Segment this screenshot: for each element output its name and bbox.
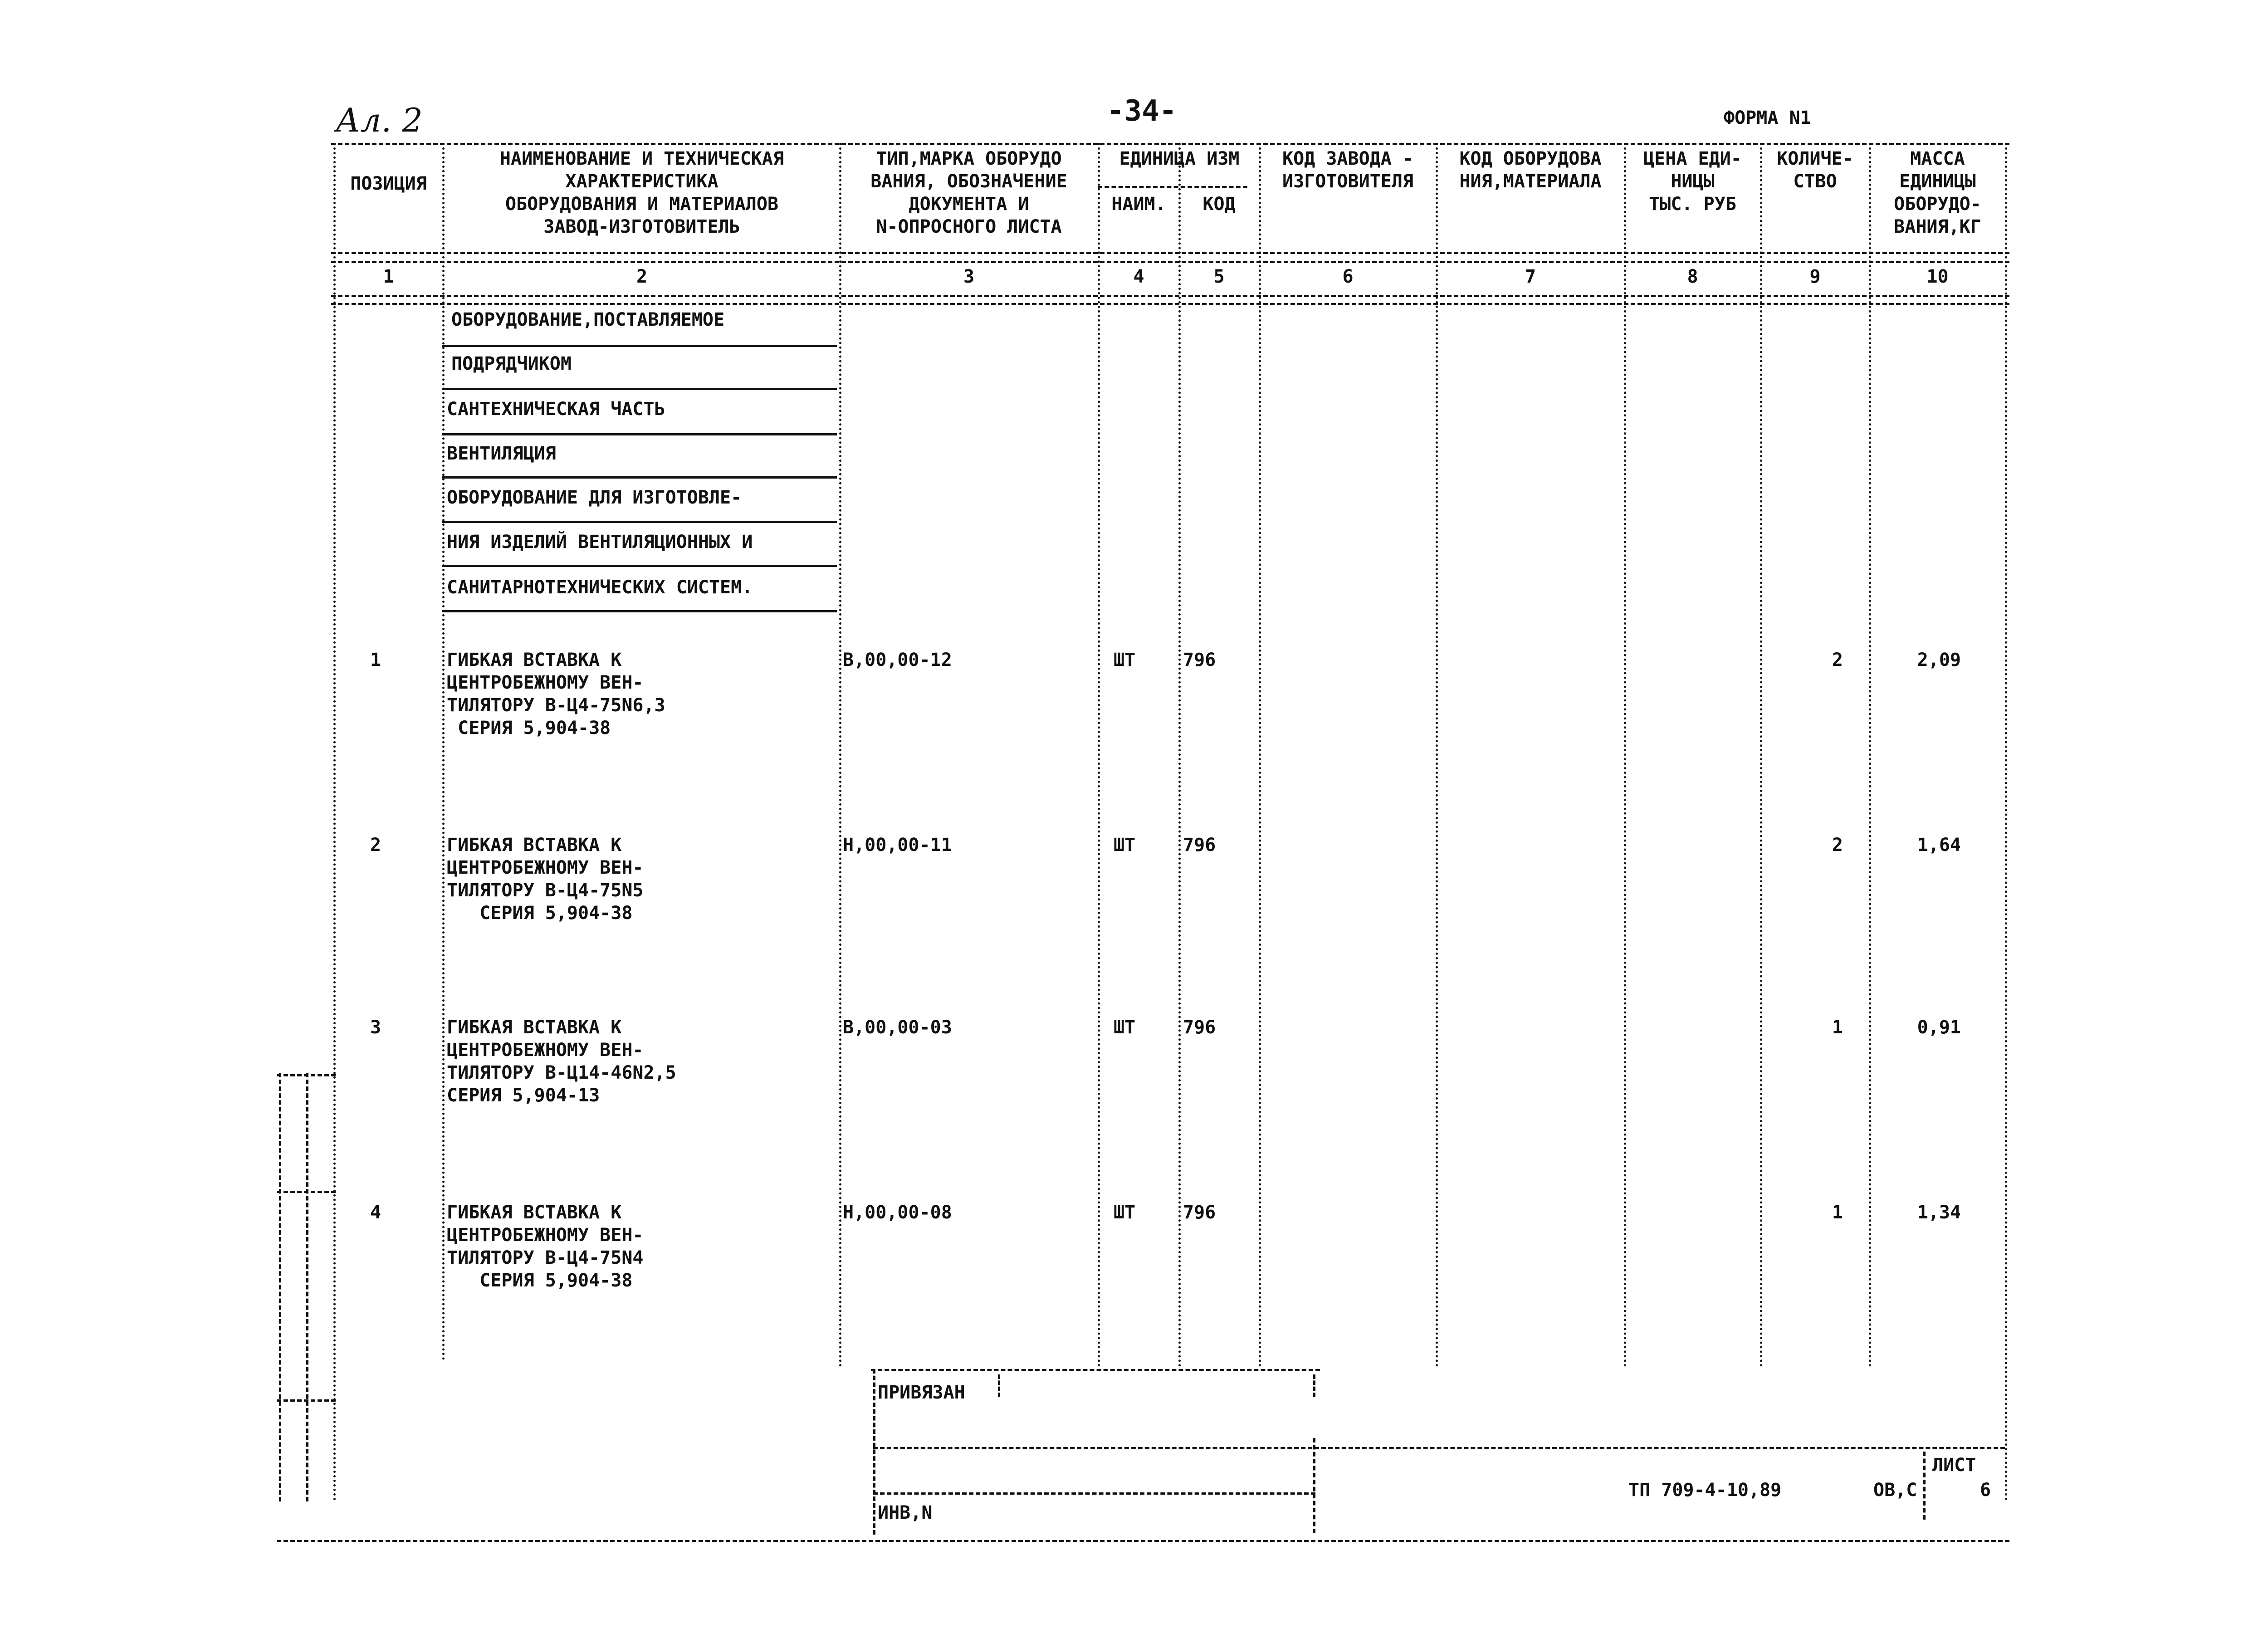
header-mass xyxy=(1870,147,2005,238)
doc-suffix: ОВ,С xyxy=(1873,1480,1917,1501)
col-border xyxy=(2005,143,2007,1501)
row-name xyxy=(447,834,643,924)
row-unit: ШТ xyxy=(1114,1017,1136,1038)
section-underline xyxy=(442,433,837,435)
header-line: ЕДИНИЦЫ xyxy=(1899,171,1976,192)
col-border xyxy=(1098,143,1100,1368)
row-mass: 1,64 xyxy=(1917,835,1961,856)
header-line: НИЯ,МАТЕРИАЛА xyxy=(1459,171,1602,192)
col-border xyxy=(1436,143,1438,1368)
section-heading: ПОДРЯДЧИКОМ xyxy=(451,353,572,374)
header-line: ТИП,МАРКА ОБОРУДО xyxy=(876,148,1062,169)
name-line: ТИЛЯТОРУ В-Ц14-46N2,5 xyxy=(447,1062,676,1083)
row-type: Н,00,00-11 xyxy=(843,835,952,856)
column-number: 9 xyxy=(1809,266,1821,287)
header-position: ПОЗИЦИЯ xyxy=(350,173,427,194)
name-line: ГИБКАЯ ВСТАВКА К xyxy=(447,835,622,856)
rule-unit-split xyxy=(1098,186,1247,188)
header-line: КОД ЗАВОДА - xyxy=(1282,148,1413,169)
form-label: ФОРМА N1 xyxy=(1724,108,1811,128)
name-line: СЕРИЯ 5,904-38 xyxy=(447,903,633,924)
header-unit-group: ЕДИНИЦА ИЗМ xyxy=(1119,148,1240,169)
column-number: 8 xyxy=(1687,266,1698,287)
section-underline xyxy=(442,476,837,479)
section-heading: ВЕНТИЛЯЦИЯ xyxy=(447,443,556,464)
rule-top xyxy=(331,143,2009,145)
row-unit: ШТ xyxy=(1114,1202,1136,1223)
row-name xyxy=(447,649,665,739)
row-quantity: 1 xyxy=(1832,1017,1843,1038)
row-type: В,00,00-03 xyxy=(843,1017,952,1038)
name-line: ТИЛЯТОРУ В-Ц4-75N4 xyxy=(447,1247,644,1268)
row-code: 796 xyxy=(1183,1202,1216,1223)
header-line: ЗАВОД-ИЗГОТОВИТЕЛЬ xyxy=(543,216,740,237)
column-number: 3 xyxy=(963,266,975,287)
row-code: 796 xyxy=(1183,1017,1216,1038)
row-name xyxy=(447,1201,643,1292)
row-position: 3 xyxy=(370,1017,381,1038)
col-border xyxy=(1178,143,1181,1368)
name-line: ЦЕНТРОБЕЖНОМУ ВЕН- xyxy=(447,857,644,878)
row-quantity: 2 xyxy=(1832,650,1843,670)
linked-label: ПРИВЯЗАН xyxy=(878,1382,965,1403)
column-number: 5 xyxy=(1213,266,1225,287)
section-heading: ОБОРУДОВАНИЕ,ПОСТАВЛЯЕМОЕ xyxy=(451,309,725,330)
rule-colnum-top xyxy=(331,261,2009,263)
header-line: НИЦЫ xyxy=(1671,171,1715,192)
header-line: МАССА xyxy=(1910,148,1965,169)
rule-header-bottom xyxy=(331,252,2009,254)
name-line: ГИБКАЯ ВСТАВКА К xyxy=(447,1202,622,1223)
margin-stamp-line xyxy=(306,1073,308,1501)
name-line: ЦЕНТРОБЕЖНОМУ ВЕН- xyxy=(447,1225,644,1246)
section-underline xyxy=(442,388,837,390)
section-heading: САНТЕХНИЧЕСКАЯ ЧАСТЬ xyxy=(447,399,665,420)
header-line: ОБОРУДОВАНИЯ И МАТЕРИАЛОВ xyxy=(505,194,779,215)
col-border xyxy=(442,143,445,1361)
col-border xyxy=(1624,143,1626,1368)
section-heading: НИЯ ИЗДЕЛИЙ ВЕНТИЛЯЦИОННЫХ И xyxy=(447,532,753,553)
header-line: N-ОПРОСНОГО ЛИСТА xyxy=(876,216,1062,237)
header-price xyxy=(1625,147,1760,215)
section-underline xyxy=(442,521,837,523)
col-border xyxy=(1760,143,1762,1368)
name-line: ЦЕНТРОБЕЖНОМУ ВЕН- xyxy=(447,1040,644,1061)
row-name xyxy=(447,1016,676,1107)
margin-stamp-line xyxy=(279,1073,281,1501)
row-code: 796 xyxy=(1183,650,1216,670)
row-unit: ШТ xyxy=(1114,835,1136,856)
section-heading: САНИТАРНОТЕХНИЧЕСКИХ СИСТЕМ. xyxy=(447,577,753,598)
stamp-divider xyxy=(1313,1374,1315,1397)
header-line: ДОКУМЕНТА И xyxy=(909,194,1029,215)
rule-body-top xyxy=(331,303,2009,305)
section-heading: ОБОРУДОВАНИЕ ДЛЯ ИЗГОТОВЛЕ- xyxy=(447,487,742,508)
rule-colnum-bottom xyxy=(331,295,2009,297)
rule-page-bottom xyxy=(277,1540,2009,1542)
section-underline xyxy=(442,565,837,567)
header-line: КОЛИЧЕ- xyxy=(1777,148,1853,169)
col-border xyxy=(839,143,841,1368)
header-equipment-code xyxy=(1437,147,1624,193)
row-code: 796 xyxy=(1183,835,1216,856)
stamp-divider xyxy=(1313,1438,1315,1533)
row-quantity: 1 xyxy=(1832,1202,1843,1223)
header-line: НАИМЕНОВАНИЕ И ТЕХНИЧЕСКАЯ xyxy=(499,148,784,169)
name-line: ГИБКАЯ ВСТАВКА К xyxy=(447,650,622,670)
header-line: КОД ОБОРУДОВА xyxy=(1459,148,1602,169)
section-underline xyxy=(442,345,837,347)
column-number: 6 xyxy=(1342,266,1354,287)
column-number: 4 xyxy=(1133,266,1144,287)
name-line: ТИЛЯТОРУ В-Ц4-75N5 xyxy=(447,880,644,901)
header-unit-code: КОД xyxy=(1202,194,1236,215)
row-position: 2 xyxy=(370,835,381,856)
name-line: ТИЛЯТОРУ В-Ц4-75N6,3 xyxy=(447,695,665,716)
stamp-rule xyxy=(873,1447,2005,1449)
stamp-divider xyxy=(873,1369,875,1535)
row-mass: 1,34 xyxy=(1917,1202,1961,1223)
header-line: ВАНИЯ, ОБОЗНАЧЕНИЕ xyxy=(870,171,1067,192)
name-line: ГИБКАЯ ВСТАВКА К xyxy=(447,1017,622,1038)
row-position: 4 xyxy=(370,1202,381,1223)
margin-stamp-rule xyxy=(277,1191,336,1193)
header-line: ИЗГОТОВИТЕЛЯ xyxy=(1282,171,1413,192)
stamp-rule xyxy=(873,1492,1315,1495)
sheet-label: ЛИСТ xyxy=(1932,1455,1976,1476)
header-line: ОБОРУДО- xyxy=(1894,194,1981,215)
name-line: ЦЕНТРОБЕЖНОМУ ВЕН- xyxy=(447,672,644,693)
stamp-divider xyxy=(998,1374,1000,1397)
name-line: СЕРИЯ 5,904-38 xyxy=(447,718,611,738)
header-unit-name: НАИМ. xyxy=(1111,194,1166,215)
margin-stamp-rule xyxy=(277,1399,336,1402)
row-unit: ШТ xyxy=(1114,650,1136,670)
column-number: 10 xyxy=(1926,266,1949,287)
header-line: СТВО xyxy=(1793,171,1837,192)
header-name xyxy=(445,147,839,238)
column-number: 2 xyxy=(636,266,648,287)
header-quantity xyxy=(1761,147,1869,193)
header-line: ЦЕНА ЕДИ- xyxy=(1643,148,1742,169)
inv-label: ИНВ,N xyxy=(878,1502,933,1523)
header-line: ХАРАКТЕРИСТИКА xyxy=(565,171,719,192)
page-number: -34- xyxy=(1107,94,1177,128)
column-number: 7 xyxy=(1525,266,1536,287)
header-factory-code xyxy=(1260,147,1436,193)
name-line: СЕРИЯ 5,904-13 xyxy=(447,1085,600,1106)
row-mass: 0,91 xyxy=(1917,1017,1961,1038)
col-border xyxy=(333,143,336,1501)
header-type xyxy=(840,147,1098,238)
stamp-divider xyxy=(1923,1452,1926,1520)
row-mass: 2,09 xyxy=(1917,650,1961,670)
row-type: Н,00,00-08 xyxy=(843,1202,952,1223)
header-line: ТЫС. РУБ xyxy=(1649,194,1736,215)
stamp-top-rule xyxy=(871,1369,1320,1371)
margin-stamp-rule xyxy=(277,1074,336,1076)
handwritten-mark: Ал. 2 xyxy=(336,101,423,139)
row-type: В,00,00-12 xyxy=(843,650,952,670)
col-border xyxy=(1259,143,1261,1368)
sheet-number: 6 xyxy=(1980,1480,1991,1501)
section-underline xyxy=(442,610,837,612)
doc-code: ТП 709-4-10,89 xyxy=(1628,1480,1782,1501)
col-border xyxy=(1869,143,1871,1368)
name-line: СЕРИЯ 5,904-38 xyxy=(447,1270,633,1291)
row-quantity: 2 xyxy=(1832,835,1843,856)
row-position: 1 xyxy=(370,650,381,670)
header-line: ВАНИЯ,КГ xyxy=(1894,216,1981,237)
column-number: 1 xyxy=(383,266,394,287)
